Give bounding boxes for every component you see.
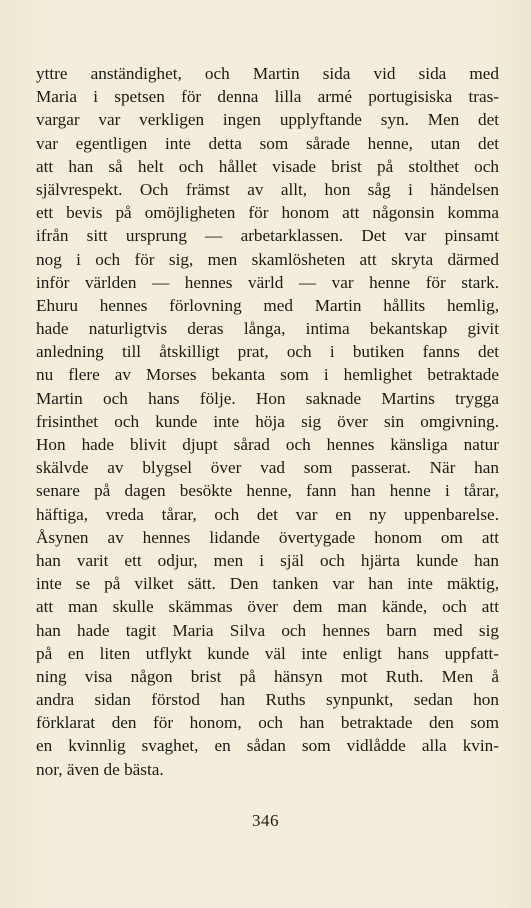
text-line: att han så helt och hållet visade brist på stolthet och — [36, 156, 499, 176]
text-line: senare på dagen besökte henne, fann han henne i tårar, — [36, 481, 499, 501]
text-line: andra sidan förstod han Ruths synpunkt, sedan hon — [36, 690, 499, 710]
text-line: Martin och hans följe. Hon saknade Martins trygga — [36, 388, 499, 408]
text-line: Hon hade blivit djupt sårad och hennes känsliga natur — [36, 435, 499, 454]
page-number: 346 — [252, 811, 279, 830]
text-line: häftiga, vreda tårar, och det var en ny uppenbarelse. — [36, 504, 499, 524]
text-line: inför världen — hennes värld — var henne för stark. — [36, 272, 499, 292]
text-line: att man skulle skämmas över dem man kände, och att — [36, 597, 499, 617]
text-line: anledning till åtskilligt prat, och i butiken fanns det — [36, 342, 499, 362]
text-line: ett bevis på omöjligheten för honom att någonsin komma — [36, 203, 499, 223]
text-line: var egentligen inte detta som sårade henne, utan det — [36, 133, 499, 153]
text-line: förklarat den för honom, och han betraktade den som — [36, 713, 499, 733]
text-line: vargar var verkligen ingen upplyftande syn. Men det — [36, 110, 499, 130]
text-line: skälvde av blygsel över vad som passerat. När han — [36, 458, 499, 478]
text-line: Maria i spetsen för denna lilla armé portugisiska tras- — [36, 87, 499, 107]
text-line: på en liten utflykt kunde väl inte enligt hans uppfatt- — [36, 643, 499, 663]
text-line: yttre anständighet, och Martin sida vid sida med — [36, 64, 499, 83]
text-line: ifrån sitt ursprung — arbetarklassen. Det var pinsamt — [36, 226, 499, 246]
text-line: nog i och för sig, men skamlösheten att skryta därmed — [36, 249, 499, 269]
text-line: Ehuru hennes förlovning med Martin hållits hemlig, — [36, 295, 499, 315]
text-line: han varit ett odjur, men i själ och hjärta kunde han — [36, 550, 499, 570]
text-line: självrespekt. Och främst av allt, hon såg i händelsen — [36, 179, 499, 199]
text-line: nu flere av Morses bekanta som i hemlighet betraktade — [36, 365, 499, 385]
text-line: frisinthet och kunde inte höja sig över sin omgivning. — [36, 411, 499, 431]
text-line: hade naturligtvis deras långa, intima bekantskap givit — [36, 319, 499, 339]
text-line: nor, även de bästa. — [36, 759, 164, 779]
text-line: han hade tagit Maria Silva och hennes barn med sig — [36, 620, 499, 640]
text-line: ning visa någon brist på hänsyn mot Ruth. Men å — [36, 666, 499, 686]
text-line: Åsynen av hennes lidande övertygade honom om att — [36, 527, 499, 547]
text-line: en kvinnlig svaghet, en sådan som vidlådde alla kvin- — [36, 736, 499, 756]
body-text — [36, 62, 499, 781]
text-line: inte se på vilket sätt. Den tanken var han inte mäktig, — [36, 574, 499, 594]
